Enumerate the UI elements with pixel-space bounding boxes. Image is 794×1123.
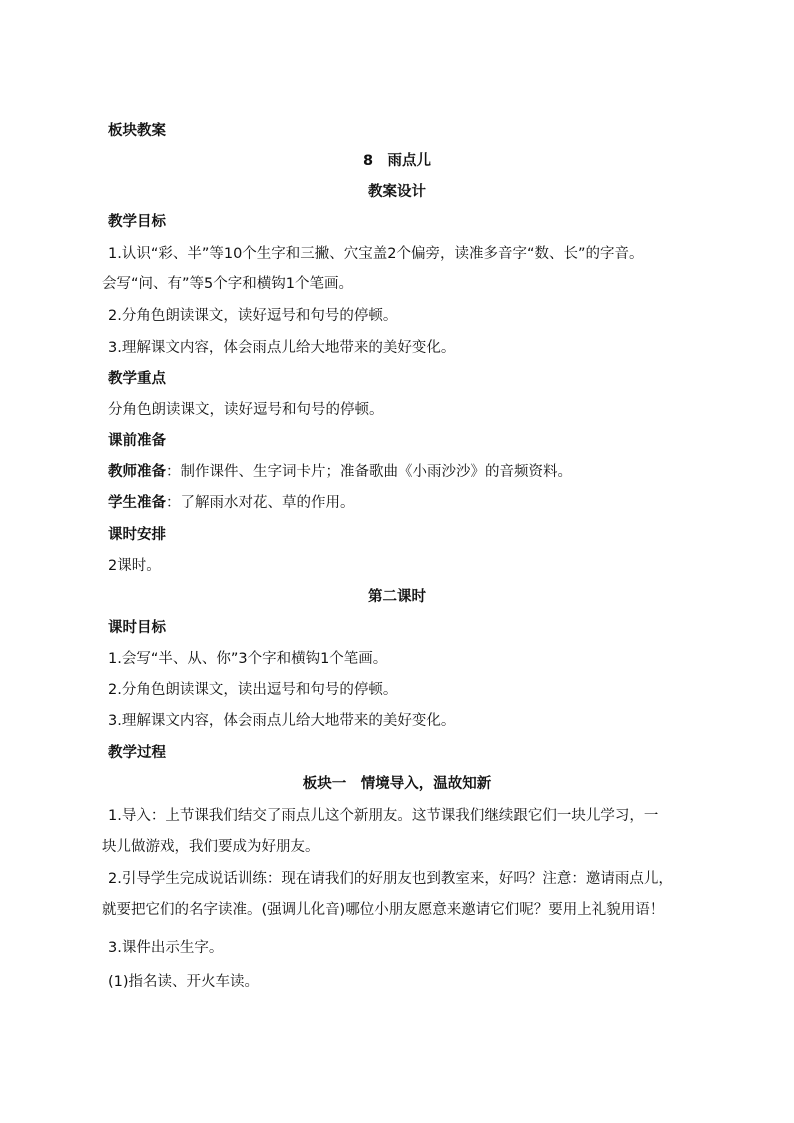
key-text: 分角色朗读课文，读好逗号和句号的停顿。 — [108, 402, 384, 418]
step-1-line-1: 1.导入：上节课我们结交了雨点儿这个新朋友。这节课我们继续跟它们一块儿学习，一 — [108, 808, 659, 824]
section-design-heading: 教案设计 — [368, 184, 426, 200]
block-1-title: 板块一 情境导入，温故知新 — [302, 776, 492, 792]
student-prep-label: 学生准备 — [108, 495, 166, 511]
goal-2: 2.分角色朗读课文，读好逗号和句号的停顿。 — [108, 308, 398, 324]
lesson-goal-1: 1.会写“半、从、你”3个字和横钩1个笔画。 — [108, 651, 388, 667]
goal-1-line-2: 会写“问、有”等5个字和横钩1个笔画。 — [102, 276, 353, 292]
lesson-goals-heading: 课时目标 — [108, 620, 166, 636]
process-heading: 教学过程 — [108, 745, 166, 761]
key-heading: 教学重点 — [108, 371, 166, 387]
schedule-text: 2课时。 — [108, 558, 161, 574]
step-2-line-2: 就要把它们的名字读准。(强调儿化音)哪位小朋友愿意来邀请它们呢？要用上礼貌用语！ — [102, 902, 665, 918]
step-3-1: (1)指名读、开火车读。 — [108, 974, 260, 990]
second-lesson-heading: 第二课时 — [368, 589, 426, 605]
goals-heading: 教学目标 — [108, 214, 166, 230]
student-prep-text: ：了解雨水对花、草的作用。 — [166, 495, 355, 511]
teacher-prep — [108, 462, 728, 482]
student-prep — [108, 493, 728, 513]
schedule-heading: 课时安排 — [108, 527, 166, 543]
teacher-prep-text: ：制作课件、生字词卡片；准备歌曲《小雨沙沙》的音频资料。 — [166, 464, 572, 480]
lesson-title: 8 雨点儿 — [362, 153, 432, 169]
header-label: 板块教案 — [108, 123, 166, 139]
goal-1-line-1: 1.认识“彩、半”等10个生字和三撇、穴宝盖2个偏旁，读准多音字“数、长”的字音。 — [108, 246, 644, 262]
step-2-line-1: 2.引导学生完成说话训练：现在请我们的好朋友也到教室来，好吗？注意：邀请雨点儿， — [108, 871, 673, 887]
lesson-goal-2: 2.分角色朗读课文，读出逗号和句号的停顿。 — [108, 682, 398, 698]
goal-3: 3.理解课文内容，体会雨点儿给大地带来的美好变化。 — [108, 340, 456, 356]
teacher-prep-label: 教师准备 — [108, 464, 166, 480]
prep-heading: 课前准备 — [108, 433, 166, 449]
step-1-line-2: 块儿做游戏，我们要成为好朋友。 — [102, 839, 320, 855]
lesson-goal-3: 3.理解课文内容，体会雨点儿给大地带来的美好变化。 — [108, 713, 456, 729]
step-3: 3.课件出示生字。 — [108, 940, 224, 956]
